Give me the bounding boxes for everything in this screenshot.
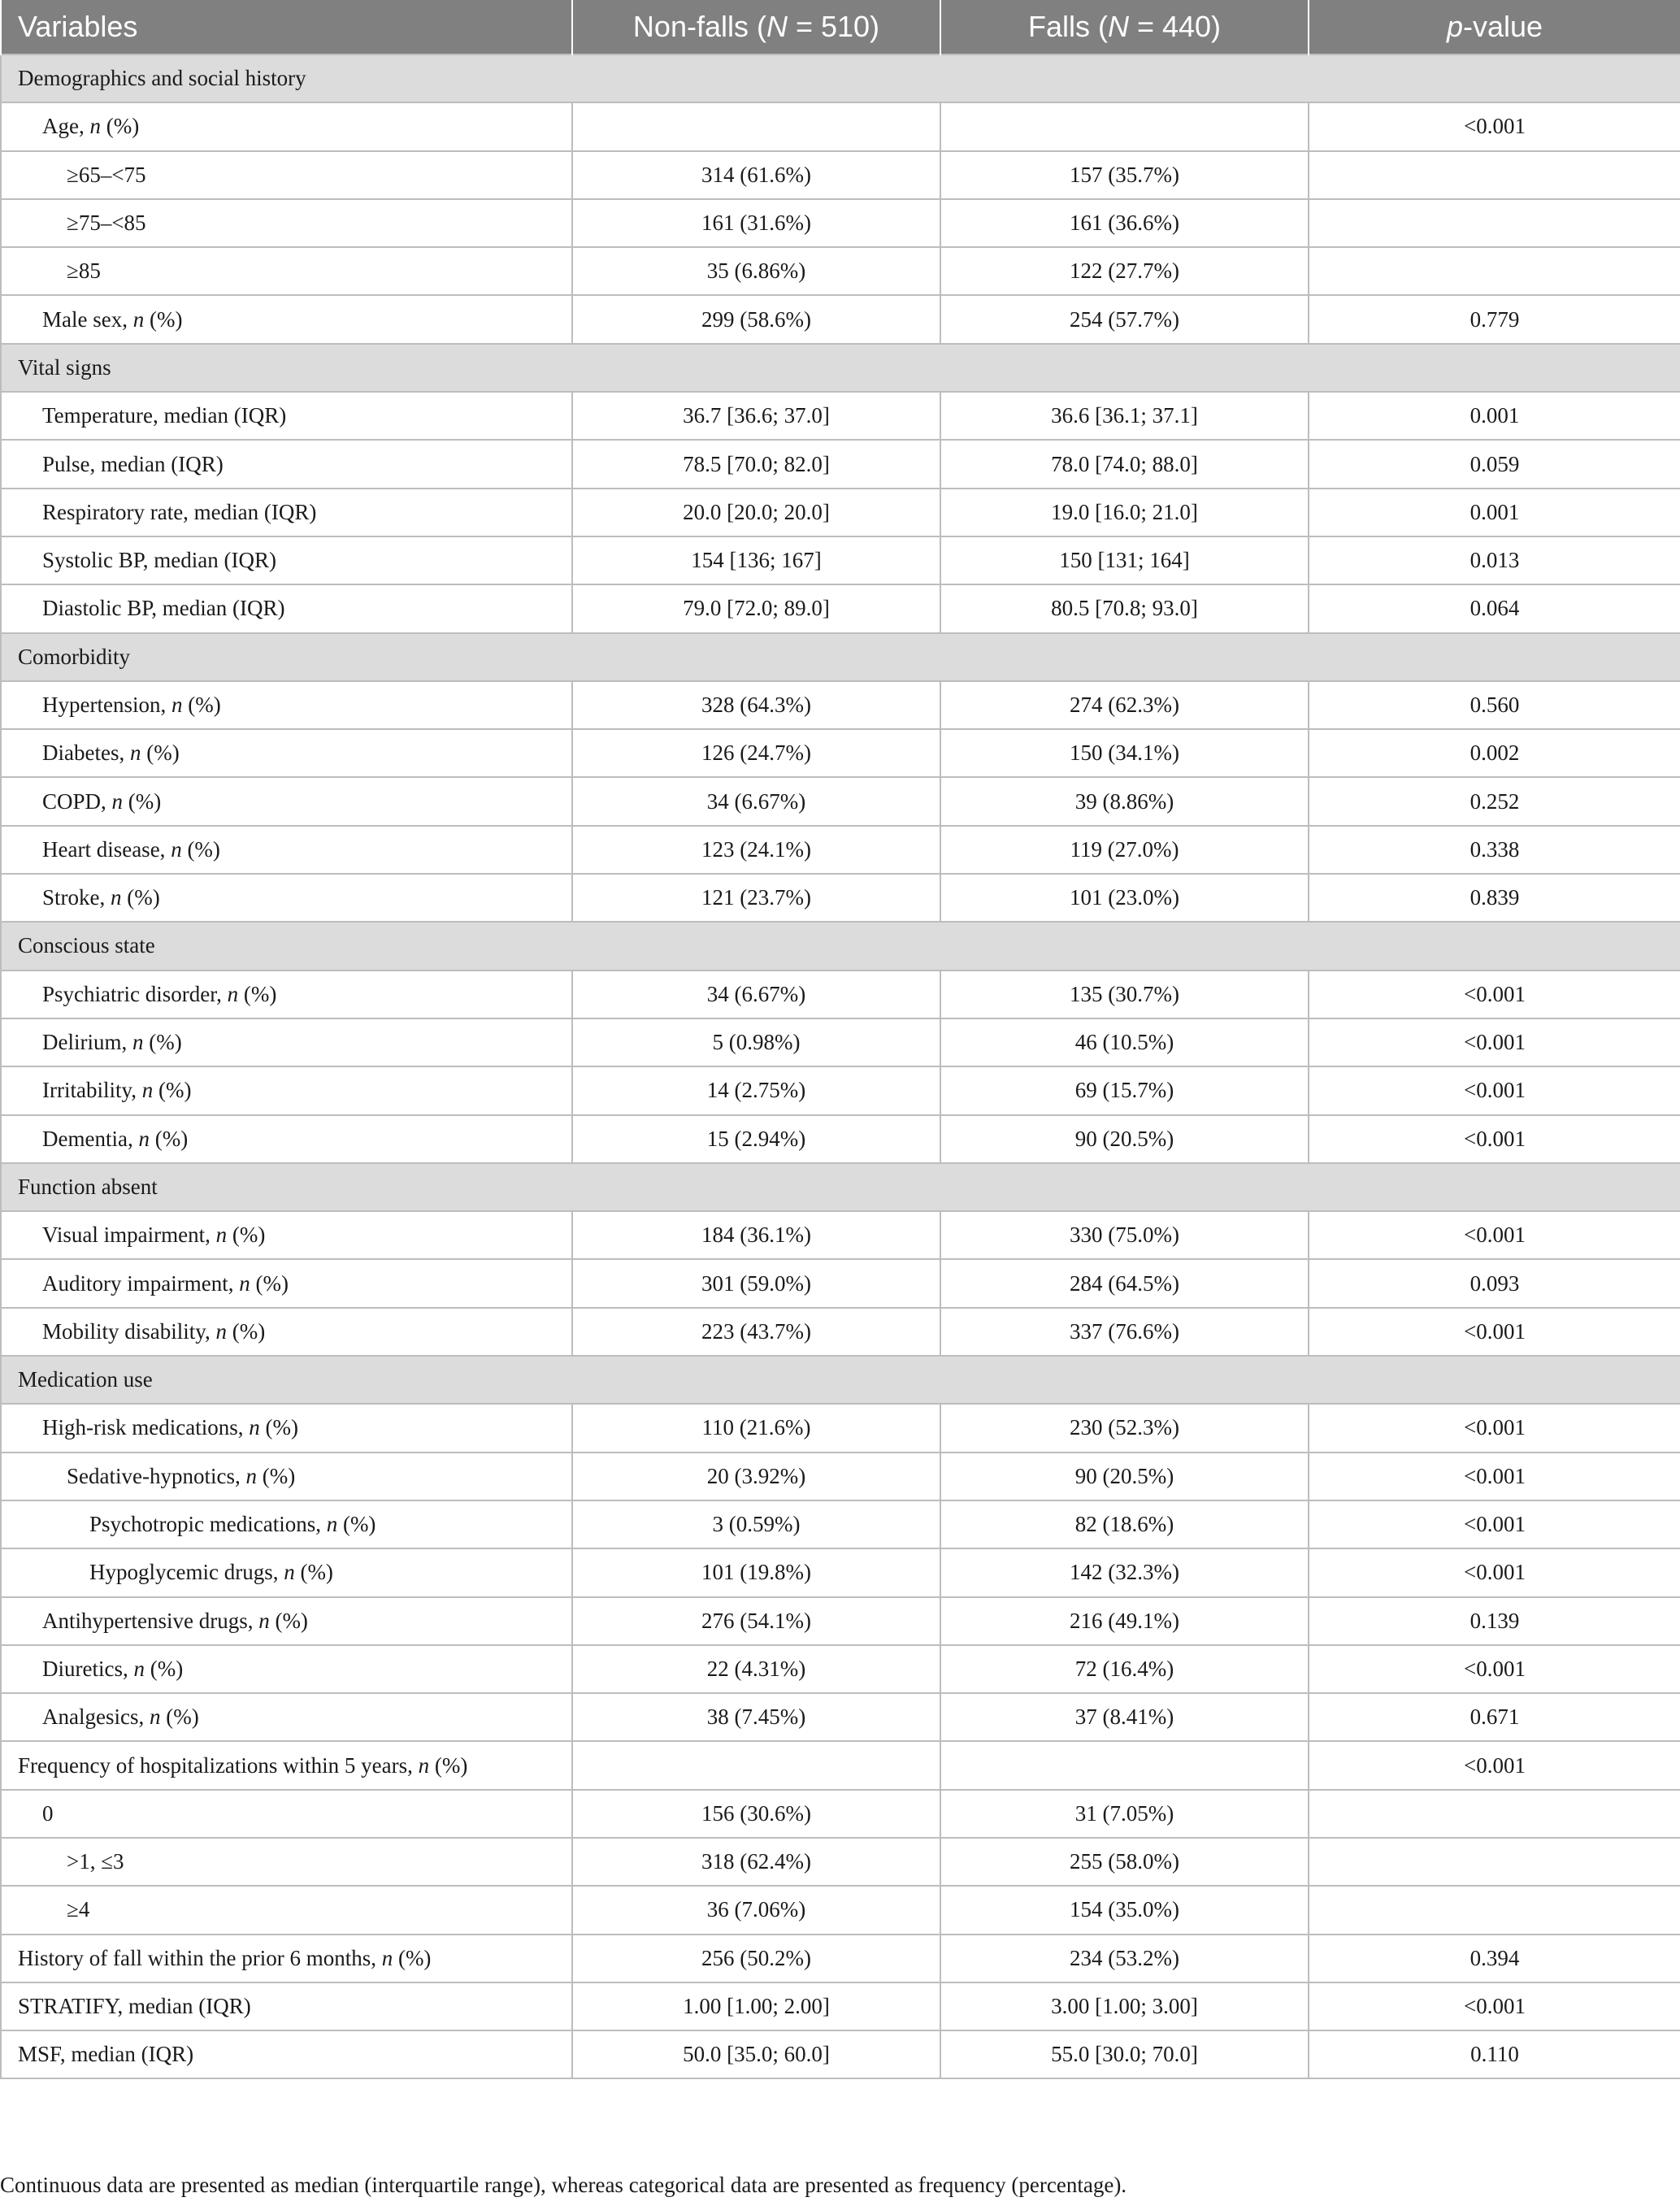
variable-label-suffix: (%) (250, 1270, 289, 1296)
falls-value: 161 (36.6%) (940, 199, 1309, 247)
falls-value: 154 (35.0%) (940, 1886, 1309, 1934)
variable-label-text: Mobility disability, (42, 1318, 216, 1344)
nonfalls-value: 154 [136; 167] (572, 536, 940, 584)
variable-label (1, 1741, 572, 1789)
variable-label-text: Pulse, median (IQR) (42, 451, 224, 476)
variable-label (1, 1886, 572, 1934)
p-value: <0.001 (1309, 1500, 1680, 1548)
section-label: Comorbidity (1, 633, 1680, 681)
variable-label-italic: n (149, 1704, 161, 1730)
variable-label-italic: n (227, 981, 239, 1006)
variable-label-suffix: (%) (144, 1656, 184, 1681)
p-value: <0.001 (1309, 1211, 1680, 1259)
variable-label-suffix: (%) (256, 1463, 296, 1488)
nonfalls-value: 126 (24.7%) (572, 729, 940, 777)
p-value: 0.064 (1309, 584, 1680, 632)
falls-value: 150 (34.1%) (940, 729, 1309, 777)
falls-value: 19.0 [16.0; 21.0] (940, 489, 1309, 536)
variable-label-text: Visual impairment, (42, 1222, 216, 1248)
nonfalls-value: 14 (2.75%) (572, 1066, 940, 1114)
p-value (1309, 199, 1680, 247)
variable-label (1, 1453, 572, 1500)
nonfalls-value: 3 (0.59%) (572, 1500, 940, 1548)
nonfalls-value: 121 (23.7%) (572, 874, 940, 922)
nonfalls-value: 79.0 [72.0; 89.0] (572, 584, 940, 632)
variable-label-italic: n (89, 114, 101, 139)
variable-label (1, 874, 572, 922)
p-value: 0.252 (1309, 777, 1680, 825)
falls-value: 150 [131; 164] (940, 536, 1309, 584)
table-row (1, 102, 1680, 150)
section-row (1, 922, 1680, 970)
variable-label-suffix: (%) (182, 693, 221, 717)
variable-label-text: Psychotropic medications, (89, 1512, 327, 1537)
falls-value: 31 (7.05%) (940, 1790, 1309, 1838)
p-value: <0.001 (1309, 1548, 1680, 1596)
p-value: <0.001 (1309, 1308, 1680, 1356)
p-value: 0.059 (1309, 440, 1680, 488)
falls-value: 72 (16.4%) (940, 1645, 1309, 1693)
table-row (1, 1500, 1680, 1548)
falls-value: 142 (32.3%) (940, 1548, 1309, 1596)
table-row (1, 1597, 1680, 1645)
table-row (1, 1982, 1680, 2030)
section-label: Conscious state (1, 922, 1680, 970)
variable-label-suffix: (%) (141, 740, 180, 766)
header-row (1, 0, 1680, 54)
section-label: Medication use (1, 1356, 1680, 1404)
nonfalls-value: 22 (4.31%) (572, 1645, 940, 1693)
table-row (1, 1548, 1680, 1596)
falls-value: 80.5 [70.8; 93.0] (940, 584, 1309, 632)
falls-value: 46 (10.5%) (940, 1018, 1309, 1066)
section-row (1, 1163, 1680, 1211)
section-row (1, 54, 1680, 102)
variable-label (1, 1645, 572, 1693)
nonfalls-value: 161 (31.6%) (572, 199, 940, 247)
table-row (1, 1693, 1680, 1741)
variable-label-text: Male sex, (42, 306, 133, 332)
variable-label-italic: n (381, 1945, 393, 1970)
table-row (1, 1308, 1680, 1356)
variable-label (1, 1404, 572, 1452)
variable-label-text: Delirium, (42, 1030, 132, 1055)
nonfalls-value: 301 (59.0%) (572, 1259, 940, 1307)
variable-label-text: Respiratory rate, median (IQR) (42, 499, 317, 524)
p-value: 0.394 (1309, 1935, 1680, 1982)
p-value: 0.110 (1309, 2030, 1680, 2078)
variable-label-italic: n (132, 1030, 144, 1055)
p-value (1309, 151, 1680, 199)
variable-label-text: Dementia, (42, 1126, 139, 1151)
p-value: <0.001 (1309, 1982, 1680, 2030)
variable-label-text: ≥4 (67, 1897, 90, 1922)
p-value: 0.139 (1309, 1597, 1680, 1645)
variable-label (1, 1259, 572, 1307)
table-row (1, 777, 1680, 825)
p-value: <0.001 (1309, 1453, 1680, 1500)
p-value: <0.001 (1309, 1018, 1680, 1066)
variable-label-text: MSF, median (IQR) (18, 2042, 194, 2067)
nonfalls-value: 34 (6.67%) (572, 777, 940, 825)
nonfalls-value: 50.0 [35.0; 60.0] (572, 2030, 940, 2078)
variable-label-text: Sedative-hypnotics, (67, 1463, 246, 1488)
variable-label-text: Irritability, (42, 1078, 142, 1103)
table-row (1, 151, 1680, 199)
nonfalls-value: 101 (19.8%) (572, 1548, 940, 1596)
variable-label-text: Temperature, median (IQR) (42, 403, 287, 428)
falls-value: 78.0 [74.0; 88.0] (940, 440, 1309, 488)
p-value: <0.001 (1309, 102, 1680, 150)
variable-label-text: 0 (42, 1800, 54, 1826)
variable-label-italic: n (132, 306, 145, 332)
p-value: 0.093 (1309, 1259, 1680, 1307)
variable-label (1, 971, 572, 1018)
variable-label-suffix: (%) (149, 1126, 189, 1151)
variable-label-text: Hypertension, (42, 693, 171, 717)
variable-label (1, 2030, 572, 2078)
falls-value: 337 (76.6%) (940, 1308, 1309, 1356)
variable-label (1, 681, 572, 729)
nonfalls-value: 78.5 [70.0; 82.0] (572, 440, 940, 488)
table-footnote: Continuous data are presented as median (interquartile range), whereas categorical data are presented as frequency (percentage). (0, 2173, 1127, 2197)
table-header (1, 0, 1680, 54)
variable-label (1, 1935, 572, 1982)
table-row (1, 1404, 1680, 1452)
falls-value: 216 (49.1%) (940, 1597, 1309, 1645)
table-row (1, 247, 1680, 295)
variable-label-suffix: (%) (393, 1945, 432, 1970)
variable-label (1, 826, 572, 874)
p-value: <0.001 (1309, 1645, 1680, 1693)
variable-label-text: Heart disease, (42, 836, 171, 862)
falls-value (940, 102, 1309, 150)
table-row (1, 199, 1680, 247)
table-row (1, 1066, 1680, 1114)
variable-label-italic: n (111, 788, 124, 814)
header-falls: Falls (N = 440) (940, 0, 1309, 54)
variable-label-suffix: (%) (337, 1512, 376, 1537)
table-row (1, 1018, 1680, 1066)
table-row (1, 874, 1680, 922)
variable-label-italic: n (326, 1512, 338, 1537)
nonfalls-value: 123 (24.1%) (572, 826, 940, 874)
variable-label-text: >1, ≤3 (67, 1849, 124, 1874)
falls-value: 234 (53.2%) (940, 1935, 1309, 1982)
variable-label-italic: n (215, 1222, 228, 1248)
table-row (1, 1259, 1680, 1307)
nonfalls-value: 318 (62.4%) (572, 1838, 940, 1886)
variable-label-italic: n (245, 1463, 257, 1488)
table-row (1, 536, 1680, 584)
falls-value: 255 (58.0%) (940, 1838, 1309, 1886)
table-row (1, 1886, 1680, 1934)
variable-label-italic: n (215, 1318, 228, 1344)
variable-label-italic: n (138, 1126, 150, 1151)
table-row (1, 1115, 1680, 1163)
falls-value: 82 (18.6%) (940, 1500, 1309, 1548)
variable-label (1, 1500, 572, 1548)
variable-label (1, 392, 572, 440)
section-label: Vital signs (1, 344, 1680, 392)
p-value: <0.001 (1309, 1404, 1680, 1452)
table-row (1, 295, 1680, 343)
table-body (1, 54, 1680, 2078)
variable-label (1, 489, 572, 536)
p-value: <0.001 (1309, 1066, 1680, 1114)
variable-label-text: Diuretics, (42, 1656, 134, 1681)
variable-label-text: Analgesics, (42, 1704, 150, 1730)
section-label: Function absent (1, 1163, 1680, 1211)
table-row (1, 971, 1680, 1018)
variable-label (1, 440, 572, 488)
nonfalls-value: 184 (36.1%) (572, 1211, 940, 1259)
table-row (1, 826, 1680, 874)
variable-label (1, 1308, 572, 1356)
table-row (1, 1741, 1680, 1789)
variable-label-italic: n (258, 1608, 270, 1633)
variable-label-suffix: (%) (259, 1415, 298, 1440)
variable-label (1, 1982, 572, 2030)
variable-label (1, 1597, 572, 1645)
variable-label-suffix: (%) (153, 1078, 192, 1103)
variable-label-suffix: (%) (227, 1318, 266, 1344)
variable-label-suffix: (%) (238, 981, 277, 1006)
p-value: 0.013 (1309, 536, 1680, 584)
variable-label-italic: n (249, 1415, 260, 1440)
nonfalls-value: 276 (54.1%) (572, 1597, 940, 1645)
header-variables: Variables (1, 0, 572, 54)
falls-value: 122 (27.7%) (940, 247, 1309, 295)
variable-label-suffix: (%) (227, 1222, 266, 1248)
p-value: <0.001 (1309, 971, 1680, 1018)
p-value: 0.002 (1309, 729, 1680, 777)
variable-label-text: History of fall within the prior 6 months, (18, 1945, 382, 1970)
nonfalls-value: 35 (6.86%) (572, 247, 940, 295)
nonfalls-value (572, 102, 940, 150)
falls-value: 3.00 [1.00; 3.00] (940, 1982, 1309, 2030)
falls-value: 230 (52.3%) (940, 1404, 1309, 1452)
nonfalls-value: 20.0 [20.0; 20.0] (572, 489, 940, 536)
variable-label-italic: n (171, 836, 182, 862)
header-pvalue: p-value (1309, 0, 1680, 54)
variable-label-italic: n (418, 1752, 430, 1778)
variable-label-italic: n (129, 740, 141, 766)
variable-label-suffix: (%) (160, 1704, 199, 1730)
table-row (1, 681, 1680, 729)
variable-label-suffix: (%) (121, 885, 160, 910)
table-row (1, 729, 1680, 777)
nonfalls-value: 156 (30.6%) (572, 1790, 940, 1838)
falls-value: 330 (75.0%) (940, 1211, 1309, 1259)
falls-value: 90 (20.5%) (940, 1453, 1309, 1500)
nonfalls-value: 5 (0.98%) (572, 1018, 940, 1066)
section-row (1, 633, 1680, 681)
variable-label-suffix: (%) (181, 836, 220, 862)
nonfalls-value: 110 (21.6%) (572, 1404, 940, 1452)
table-row (1, 440, 1680, 488)
variable-label (1, 729, 572, 777)
nonfalls-value: 38 (7.45%) (572, 1693, 940, 1741)
variable-label-text: Systolic BP, median (IQR) (42, 548, 276, 573)
nonfalls-value: 36.7 [36.6; 37.0] (572, 392, 940, 440)
variable-label-text: Hypoglycemic drugs, (89, 1560, 284, 1585)
nonfalls-value: 15 (2.94%) (572, 1115, 940, 1163)
variable-label-text: STRATIFY, median (IQR) (18, 1994, 251, 2019)
nonfalls-value: 314 (61.6%) (572, 151, 940, 199)
variable-label-suffix: (%) (123, 788, 162, 814)
nonfalls-value: 299 (58.6%) (572, 295, 940, 343)
variable-label (1, 1790, 572, 1838)
section-row (1, 344, 1680, 392)
variable-label-text: Frequency of hospitalizations within 5 years, (18, 1752, 419, 1778)
falls-value: 69 (15.7%) (940, 1066, 1309, 1114)
nonfalls-value: 328 (64.3%) (572, 681, 940, 729)
variable-label-text: Psychiatric disorder, (42, 981, 228, 1006)
variable-label-italic: n (284, 1560, 295, 1585)
table-row (1, 1211, 1680, 1259)
variable-label (1, 247, 572, 295)
variable-label-text: Diastolic BP, median (IQR) (42, 596, 285, 621)
falls-value: 90 (20.5%) (940, 1115, 1309, 1163)
variable-label (1, 1066, 572, 1114)
variable-label (1, 1115, 572, 1163)
p-value: 0.671 (1309, 1693, 1680, 1741)
falls-value: 55.0 [30.0; 70.0] (940, 2030, 1309, 2078)
table-row (1, 392, 1680, 440)
p-value: 0.001 (1309, 489, 1680, 536)
table-row (1, 1935, 1680, 1982)
p-value: 0.779 (1309, 295, 1680, 343)
variable-label (1, 536, 572, 584)
variable-label-text: High-risk medications, (42, 1415, 250, 1440)
table-row (1, 584, 1680, 632)
variable-label-text: COPD, (42, 788, 112, 814)
falls-value: 135 (30.7%) (940, 971, 1309, 1018)
nonfalls-value: 1.00 [1.00; 2.00] (572, 1982, 940, 2030)
variable-label-text: Auditory impairment, (42, 1270, 240, 1296)
variable-label-suffix: (%) (429, 1752, 468, 1778)
variable-label-text: ≥65–<75 (67, 162, 146, 187)
nonfalls-value: 36 (7.06%) (572, 1886, 940, 1934)
p-value: <0.001 (1309, 1741, 1680, 1789)
table-row (1, 2030, 1680, 2078)
falls-value: 36.6 [36.1; 37.1] (940, 392, 1309, 440)
variable-label (1, 199, 572, 247)
variable-label (1, 295, 572, 343)
variable-label-text: Stroke, (42, 885, 111, 910)
falls-value: 39 (8.86%) (940, 777, 1309, 825)
variable-label-italic: n (239, 1270, 250, 1296)
variable-label (1, 1211, 572, 1259)
header-nonfalls: Non-falls (N = 510) (572, 0, 940, 54)
nonfalls-value: 223 (43.7%) (572, 1308, 940, 1356)
nonfalls-value (572, 1741, 940, 1789)
variable-label-italic: n (141, 1078, 154, 1103)
p-value (1309, 1886, 1680, 1934)
variable-label-text: Diabetes, (42, 740, 130, 766)
variable-label (1, 777, 572, 825)
falls-value: 37 (8.41%) (940, 1693, 1309, 1741)
variable-label-text: Antihypertensive drugs, (42, 1608, 259, 1633)
p-value: 0.560 (1309, 681, 1680, 729)
table-row (1, 1838, 1680, 1886)
variable-label-text: Age, (42, 114, 90, 139)
variable-label-suffix: (%) (143, 1030, 182, 1055)
variable-label (1, 584, 572, 632)
variable-label-italic: n (133, 1656, 145, 1681)
falls-value: 274 (62.3%) (940, 681, 1309, 729)
section-label: Demographics and social history (1, 54, 1680, 102)
variable-label (1, 1693, 572, 1741)
p-value (1309, 1790, 1680, 1838)
variable-label (1, 102, 572, 150)
table-row (1, 1645, 1680, 1693)
nonfalls-value: 256 (50.2%) (572, 1935, 940, 1982)
falls-value: 254 (57.7%) (940, 295, 1309, 343)
p-value: 0.001 (1309, 392, 1680, 440)
falls-value (940, 1741, 1309, 1789)
variable-label-italic: n (111, 885, 122, 910)
table-row (1, 489, 1680, 536)
variable-label-text: ≥85 (67, 258, 101, 284)
variable-label (1, 1018, 572, 1066)
p-value: <0.001 (1309, 1115, 1680, 1163)
variable-label (1, 151, 572, 199)
falls-value: 284 (64.5%) (940, 1259, 1309, 1307)
variable-label-suffix: (%) (144, 306, 183, 332)
p-value: 0.338 (1309, 826, 1680, 874)
nonfalls-value: 20 (3.92%) (572, 1453, 940, 1500)
variable-label-suffix: (%) (269, 1608, 308, 1633)
variable-label (1, 1548, 572, 1596)
variable-label-text: ≥75–<85 (67, 211, 146, 236)
falls-value: 101 (23.0%) (940, 874, 1309, 922)
p-value (1309, 247, 1680, 295)
variable-label-italic: n (171, 693, 183, 717)
nonfalls-value: 34 (6.67%) (572, 971, 940, 1018)
falls-value: 119 (27.0%) (940, 826, 1309, 874)
variable-label-suffix: (%) (100, 114, 140, 139)
falls-value: 157 (35.7%) (940, 151, 1309, 199)
variable-label (1, 1838, 572, 1886)
p-value (1309, 1838, 1680, 1886)
variable-label-suffix: (%) (294, 1560, 333, 1585)
section-row (1, 1356, 1680, 1404)
table-row (1, 1790, 1680, 1838)
table-row (1, 1453, 1680, 1500)
p-value: 0.839 (1309, 874, 1680, 922)
